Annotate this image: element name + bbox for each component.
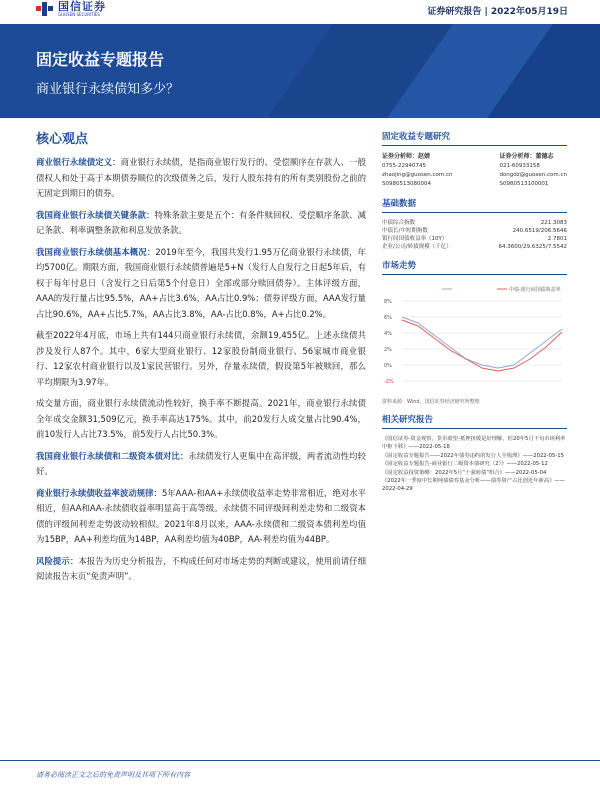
- related-report[interactable]: 《2022年一季度中长期纯债债券基金分析——债券资产占比创近年新高》——2022-04-29: [382, 478, 565, 493]
- basic-data-row: [382, 243, 567, 251]
- basic-value: 221.3083: [540, 220, 567, 226]
- basic-data-row: [382, 227, 567, 235]
- analyst-cert: S0980513080004: [382, 181, 431, 187]
- basic-key: 中债长/中短期指数: [382, 228, 428, 234]
- analyst-phone: 021-60933158: [499, 163, 540, 169]
- basic-value: 240.6519/206.5646: [512, 228, 567, 234]
- logo-icon: [36, 2, 54, 16]
- chart-y-tick: 4%: [384, 331, 392, 337]
- chart-y-tick: 8%: [384, 299, 392, 305]
- report-subtitle: 商业银行永续债知多少？: [36, 82, 180, 97]
- paragraph-keyword: 商业银行永续债收益率波动规律：: [36, 487, 162, 498]
- core-paragraph: [36, 245, 366, 323]
- analyst-email[interactable]: zhaojing@guosen.com.cn: [382, 172, 453, 178]
- chart-series-line: [402, 317, 562, 368]
- logo-cn: 国信证券: [58, 0, 106, 13]
- paragraph-text: 永续债发行人更集中在高评级，两者流动性均较好。: [36, 450, 367, 476]
- basic-value: 2.7801: [547, 236, 567, 242]
- paragraph-text: 5年AAA-和AA+永续债收益率走势非常相近，绝对水平相近，但AA和AA-永续债收益率明显高于高等级。永续债不同评级间利差走势和二级资本债的评级间利差走势波动较相似。2021年8月以来，AAA-永续债和二级资本债利差均值为15BP，AA+利差均值为14BP，AA利差均值为40BP，AA-利差均值为44BP。: [36, 487, 367, 544]
- chart-y-tick: 2%: [384, 347, 392, 353]
- core-heading: 核心观点: [36, 132, 89, 147]
- chart-y-tick: 6%: [384, 315, 392, 321]
- chart-svg: [382, 281, 567, 396]
- chart-source: 资料来源：Wind、国信证券经济研究所整理: [382, 399, 480, 405]
- paragraph-keyword: 商业银行永续债定义：: [36, 157, 121, 167]
- report-title: 固定收益专题报告: [36, 50, 165, 69]
- sidebar: [382, 130, 567, 494]
- basic-data-row: [382, 235, 567, 243]
- paragraph-text: 特殊条款主要是五个：有条件赎回权、受偿顺序条款、减记条款、利率调整条款和利息发放条款。: [36, 209, 367, 235]
- core-paragraph: [36, 449, 366, 480]
- paragraph-text: 成交量方面，商业银行永续债流动性较好，换手率不断提高。2021年，商业银行永续债全年成交金额31,509亿元，换手率高达175%。其中，前20发行人成交量占比90.4%，前10发行人占比73.5%，前5发行人占比50.3%。: [36, 398, 366, 439]
- core-paragraph: [36, 208, 366, 239]
- analyst-label: 证券分析师：赵婧: [382, 153, 431, 160]
- market-trend-title: 市场走势: [382, 259, 567, 275]
- basic-key: 企业/公司/转债规模（千亿）: [382, 244, 452, 250]
- doc-type: 证券研究报告: [427, 7, 482, 17]
- paragraph-keyword: 我国商业银行永续债和二级资本债对比：: [36, 450, 189, 461]
- top-bar: [0, 0, 600, 24]
- logo: [36, 0, 106, 18]
- analyst-phone: 0755-22940745: [382, 163, 426, 169]
- core-paragraph: [36, 486, 366, 548]
- market-trend-chart: [382, 281, 567, 396]
- logo-en: GUOSEN SECURITIES: [58, 12, 100, 17]
- analyst-email[interactable]: dongdz@guosen.com.cn: [499, 172, 567, 178]
- paragraph-text: 商业银行永续债，是指商业银行发行的、受偿顺序在存款人、一般债权人和处于高于本期债券顺位的次级债务之后，发行人股东持有的所有类别股份之前的无固定到期日的债券。: [36, 157, 367, 198]
- core-views: [36, 128, 366, 591]
- core-paragraph: [36, 554, 366, 585]
- separator: |: [484, 7, 491, 17]
- title-banner: [0, 24, 600, 118]
- basic-key: 中债综合指数: [382, 220, 416, 226]
- footer-disclaimer: 请务必阅读正文之后的免责声明及其项下所有内容: [36, 771, 190, 779]
- related-report[interactable]: 《国信证券-资金观察，货币眼望-抵押扭缓是好理解，但20年5月下旬市场利率中枢下移》——2022-05-18: [382, 436, 566, 451]
- sidebar-section-title: 固定收益专题研究: [382, 130, 567, 146]
- analyst-card: [382, 152, 452, 189]
- core-paragraph: [36, 396, 366, 443]
- related-report[interactable]: 《固定收益专题报告——2022年债券违约的发行人全梳理》——2022-05-15: [382, 452, 564, 459]
- paragraph-keyword: 风险提示：: [36, 555, 79, 566]
- analyst-card: [499, 152, 567, 189]
- paragraph-text: 本报告为历史分析报告，不构成任何对市场走势的判断或建议，使用前请仔细阅读报告末页“免责声明”。: [36, 555, 367, 581]
- chart-y-tick: -2%: [384, 379, 394, 385]
- report-date: 2022年05月19日: [490, 7, 568, 17]
- basic-data-table: [382, 219, 567, 251]
- paragraph-keyword: 我国商业银行永续债基本概况：: [36, 246, 156, 257]
- chart-series-line: [402, 320, 562, 371]
- related-report[interactable]: 《固定收益投资策略：2022年5月“十强转债”组合》——2022-05-04: [382, 469, 547, 476]
- core-paragraph: [36, 155, 366, 202]
- basic-data-row: [382, 219, 567, 227]
- paragraph-text: 截至2022年4月底，市场上共有144只商业银行永续债，余额19,455亿。上述永续债共涉及发行人87个。其中，6家大型商业银行、12家股份制商业银行、56家城市商业银行、12家农村商业银行以及1家民营银行。另外，存量永续债，假设第5年被赎回，那么平均期限为3.97年。: [36, 330, 366, 387]
- header-meta: [427, 4, 568, 17]
- chart-y-tick: 0%: [384, 363, 392, 369]
- analyst-cert: S0980513100001: [499, 181, 549, 187]
- basic-key: 银行间国债收益率（10Y）: [382, 236, 448, 242]
- paragraph-keyword: 我国商业银行永续债关键条款：: [36, 209, 155, 220]
- basic-value: 64.3600/29.6325/7.5542: [498, 244, 567, 250]
- analyst-label: 证券分析师：董德志: [499, 153, 554, 160]
- related-report[interactable]: 《固定收益专题报告-商业银行二级资本债研究（2）》——2022-05-12: [382, 461, 548, 468]
- analyst-list: [382, 152, 567, 189]
- paragraph-text: 2019年至今，我国共发行1.95万亿商业银行永续债，年均5700亿。期限方面，我国商业银行永续债普遍是5+N（发行人自发行之日起5年后，有权于每年付息日（含发行之日后第5个付息日）全部或部分赎回债券）。主体评级方面，AAA的发行量占比95.5%，AA+占比3.6%，AA占比0.9%；债券评级方面，AAA发行量占比90.6%，AA+占比5.7%，AA占比3.8%，AA-占比0.8%，A+占比0.2%。: [36, 246, 367, 319]
- core-paragraph: [36, 328, 366, 390]
- footer-divider: [0, 760, 600, 761]
- related-reports-title: 相关研究报告: [382, 413, 567, 429]
- chart-legend-label: 中债-银行间国债收益率: [509, 287, 561, 293]
- basic-data-title: 基础数据: [382, 197, 567, 213]
